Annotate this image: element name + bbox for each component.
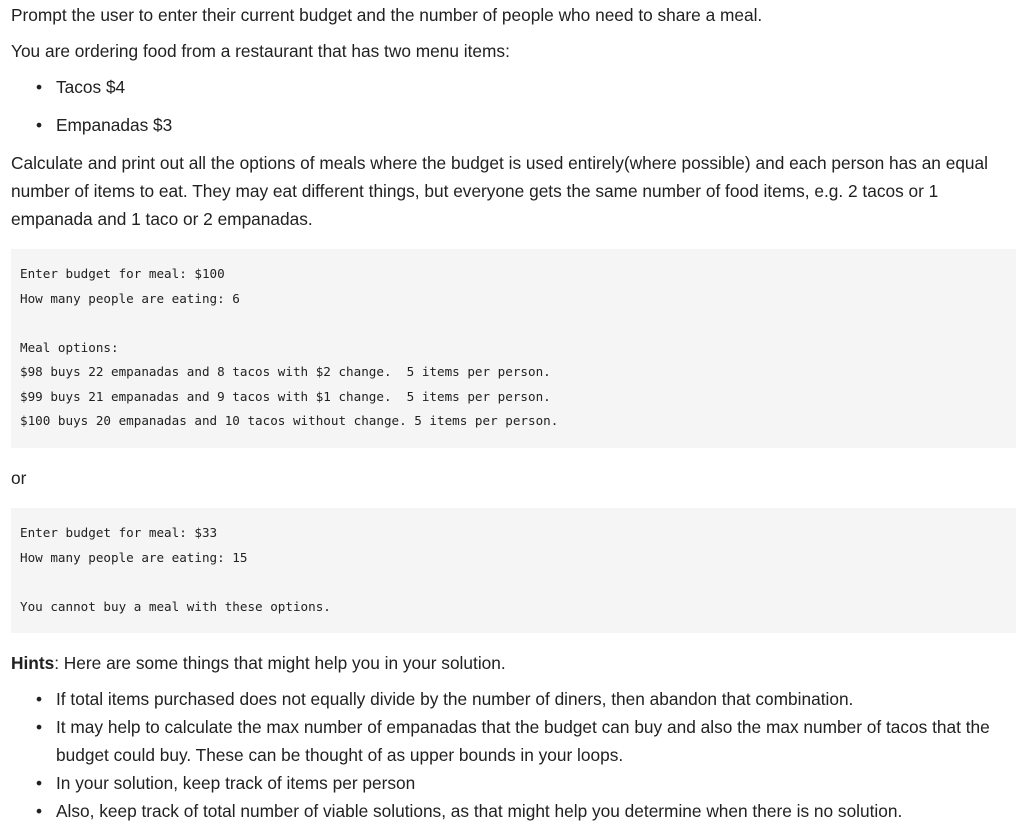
bullet-icon: • xyxy=(36,801,43,821)
bullet-icon: • xyxy=(36,77,43,97)
code-line: Enter budget for meal: $33 xyxy=(20,525,218,540)
list-item xyxy=(11,769,1016,797)
ordering-paragraph: You are ordering food from a restaurant that has two menu items: xyxy=(11,41,510,61)
hints-text: : Here are some things that might help you in your solution. xyxy=(54,653,506,673)
list-item xyxy=(11,713,1016,769)
hints-label: Hints xyxy=(11,653,55,673)
menu-list xyxy=(11,73,1016,139)
list-item xyxy=(11,73,1016,101)
code-line xyxy=(20,570,1007,595)
example-output-2 xyxy=(11,508,1016,633)
list-item xyxy=(11,685,1016,713)
menu-item-tacos: Tacos $4 xyxy=(56,77,126,97)
hint-text: In your solution, keep track of items per person xyxy=(56,773,416,793)
code-line: How many people are eating: 6 xyxy=(20,290,240,306)
example-output-1 xyxy=(11,249,1016,448)
code-line xyxy=(20,311,1007,336)
problem-description xyxy=(11,1,1016,825)
code-line: You cannot buy a meal with these options. xyxy=(20,598,331,614)
list-item xyxy=(11,111,1016,139)
or-separator: or xyxy=(11,468,27,488)
bullet-icon: • xyxy=(36,689,43,709)
bullet-icon: • xyxy=(36,773,43,793)
code-line: How many people are eating: 15 xyxy=(20,549,248,565)
code-line: $100 buys 20 empanadas and 10 tacos without change. 5 items per person. xyxy=(20,413,559,428)
hint-text: If total items purchased does not equally divide by the number of diners, then abandon that combination. xyxy=(56,689,854,709)
code-line: $98 buys 22 empanadas and 8 tacos with $2 change. 5 items per person. xyxy=(20,364,551,379)
code-line: Enter budget for meal: $100 xyxy=(20,266,225,281)
list-item xyxy=(11,797,1016,825)
hint-text: It may help to calculate the max number of empanadas that the budget can buy and also the max number of tacos that the budget could buy. These can be thought of as upper bounds in your loops. xyxy=(56,717,990,765)
code-line: $99 buys 21 empanadas and 9 tacos with $1 change. 5 items per person. xyxy=(20,388,551,404)
hints-paragraph xyxy=(11,649,1016,677)
code-line: Meal options: xyxy=(20,339,119,355)
hints-list xyxy=(11,685,1016,825)
bullet-icon: • xyxy=(36,115,43,135)
hint-text: Also, keep track of total number of viable solutions, as that might help you determine when there is no solution. xyxy=(56,801,903,821)
instructions-paragraph: Calculate and print out all the options of meals where the budget is used entirely(where possible) and each person has an equal number of items to eat. They may eat different things, but everyone gets the same number of food items, e.g. 2 tacos or 1 empanada and 1 taco or 2 empanadas. xyxy=(11,153,988,229)
menu-item-empanadas: Empanadas $3 xyxy=(56,115,173,135)
bullet-icon: • xyxy=(36,717,43,737)
intro-paragraph: Prompt the user to enter their current budget and the number of people who need to share a meal. xyxy=(11,5,763,25)
